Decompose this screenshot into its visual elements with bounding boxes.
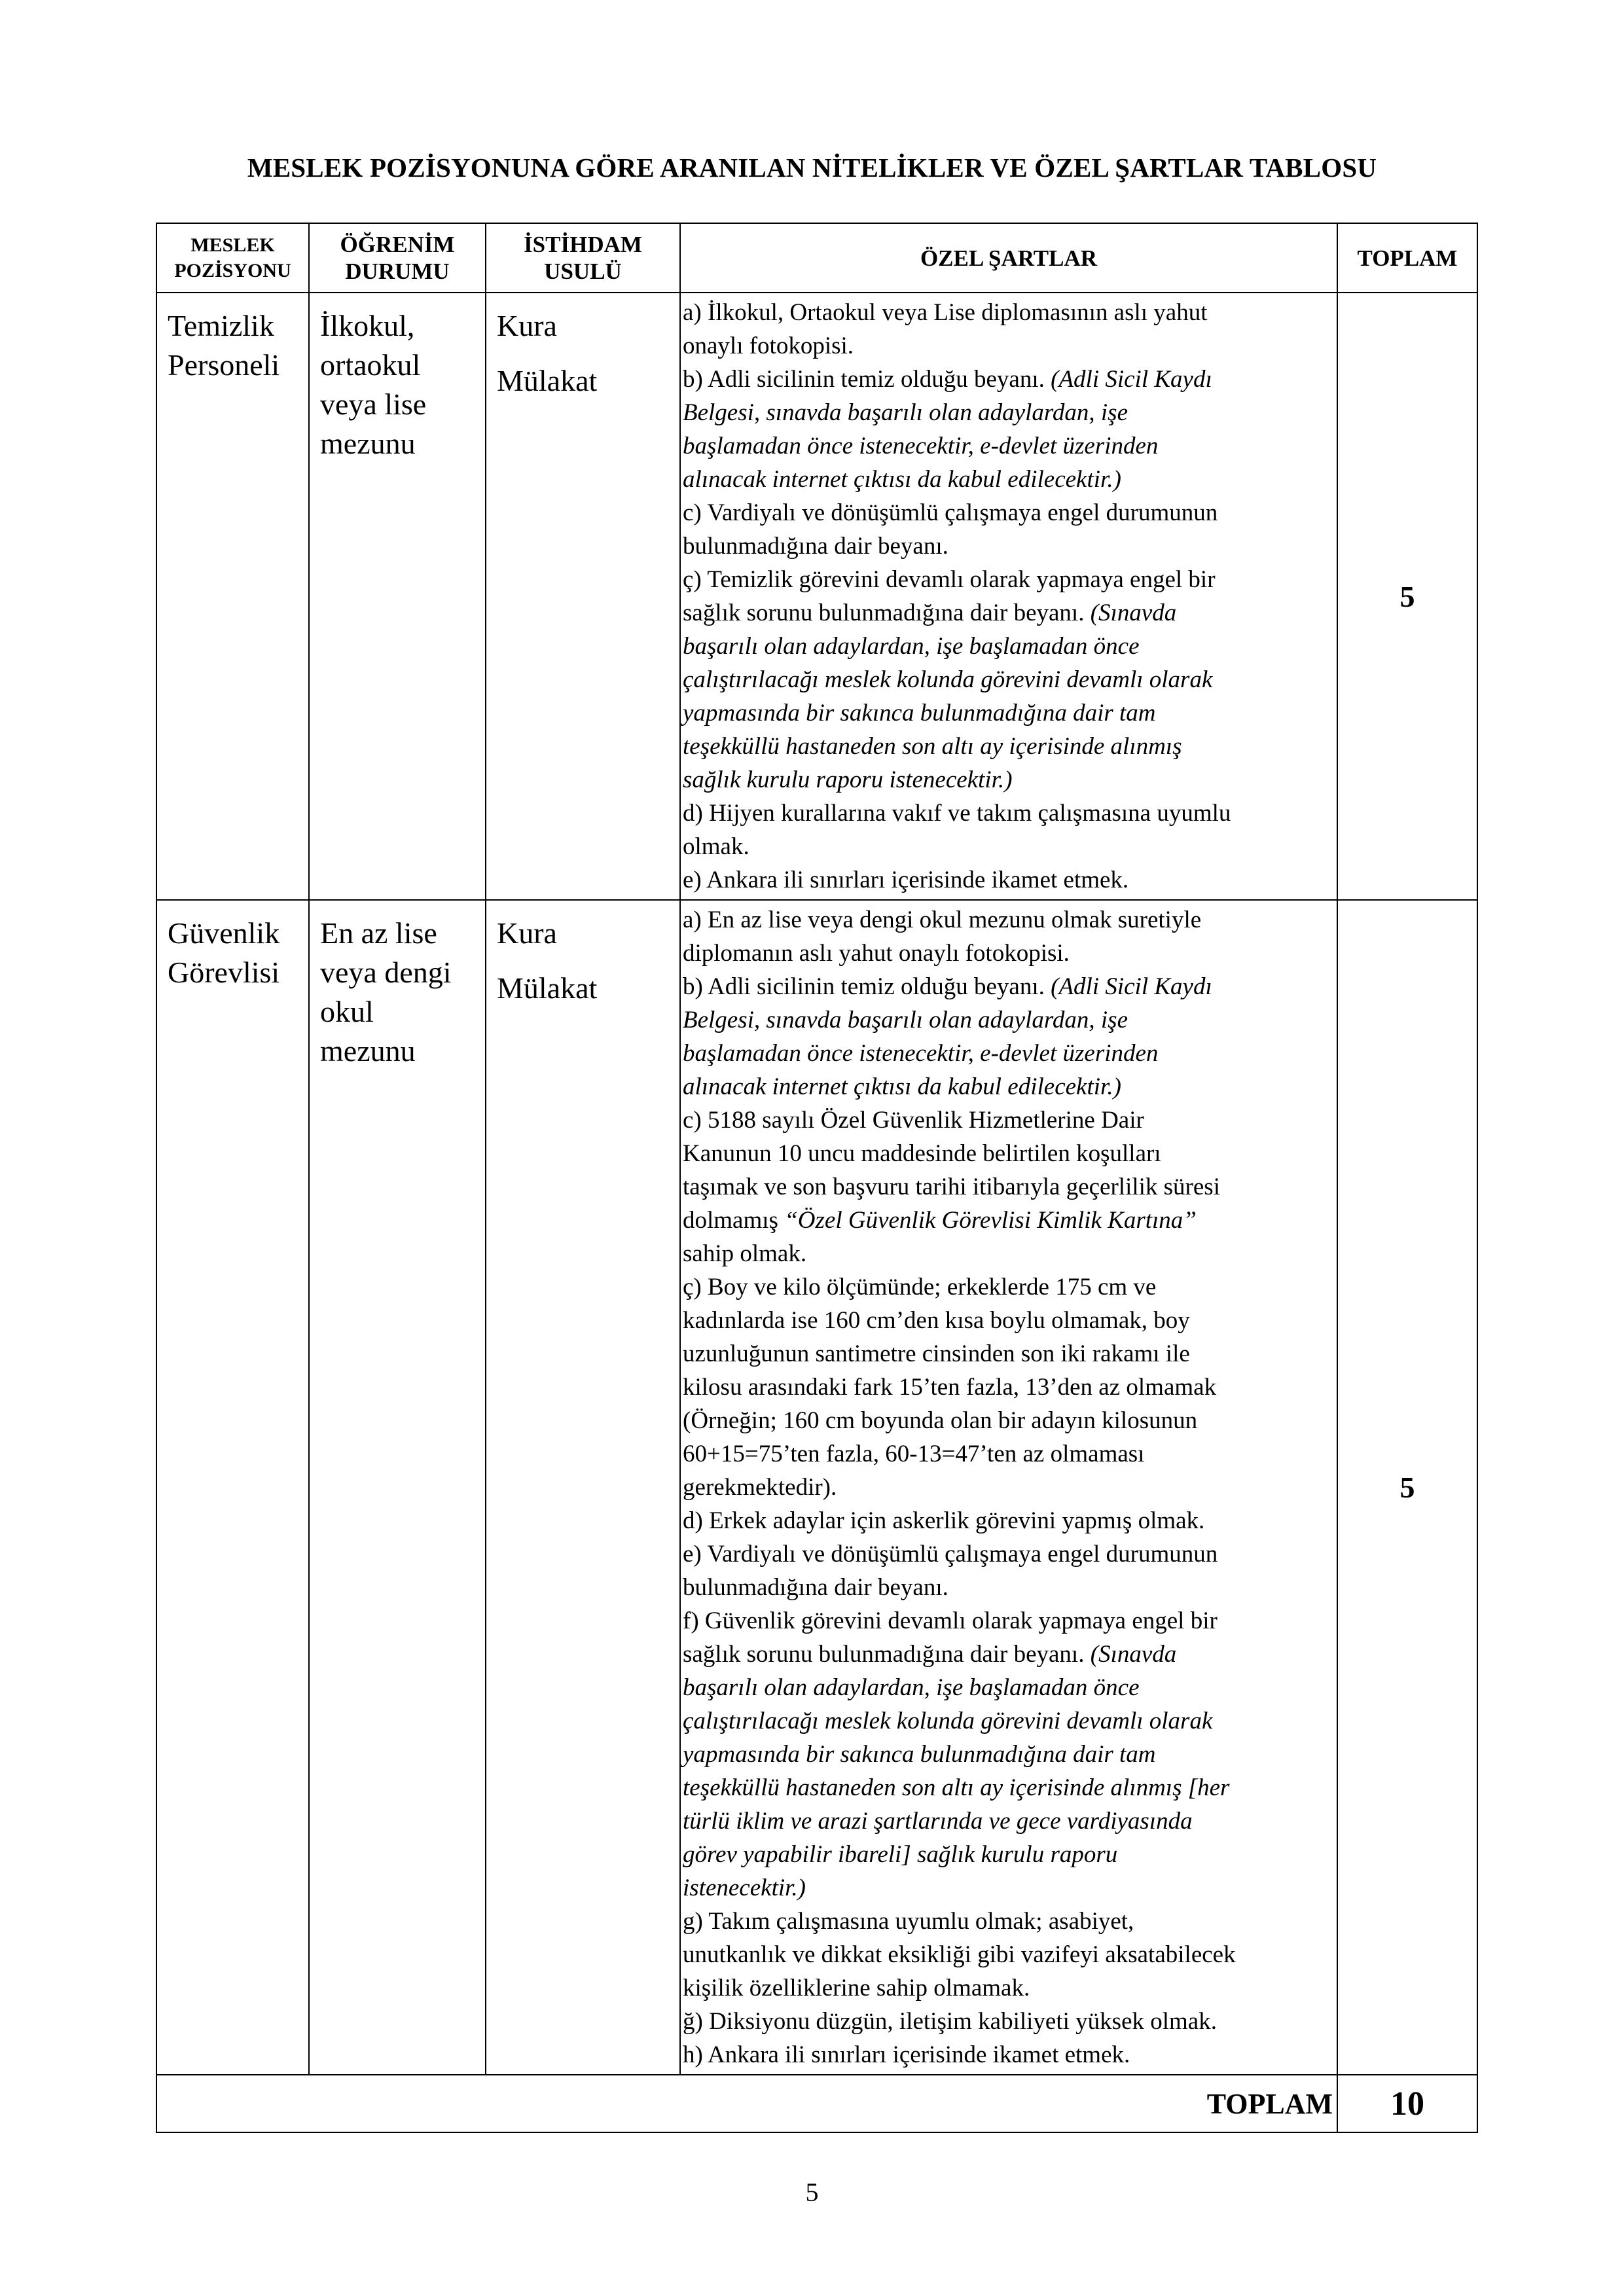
header-istihdam-usulu: İSTİHDAM USULÜ	[486, 223, 680, 293]
requirement-item: b) Adli sicilinin temiz olduğu beyanı. (Adli Sicil Kaydı Belgesi, sınavda başarılı olan adaylardan, işe başlamadan önce istenecektir, e-devlet üzerinden alınacak internet çıktısı da kabul edilecektir.)	[683, 973, 1212, 1100]
requirement-item: b) Adli sicilinin temiz olduğu beyanı. (Adli Sicil Kaydı Belgesi, sınavda başarılı olan adaylardan, işe başlamadan önce istenecektir, e-devlet üzerinden alınacak internet çıktısı da kabul edilecektir.)	[683, 366, 1212, 493]
header-ogrenim-durumu: ÖĞRENİM DURUMU	[309, 223, 486, 293]
header-toplam: TOPLAM	[1337, 223, 1477, 293]
requirement-item: e) Ankara ili sınırları içerisinde ikamet etmek.	[683, 867, 1129, 893]
requirement-item: d) Hijyen kurallarına vakıf ve takım çalışmasına uyumlu olmak.	[683, 800, 1231, 860]
header-ozel-sartlar: ÖZEL ŞARTLAR	[680, 223, 1337, 293]
requirement-item: ç) Boy ve kilo ölçümünde; erkeklerde 175 cm ve kadınlarda ise 160 cm’den kısa boylu olmamak, boy uzunluğunun santimetre cinsinden son iki rakamı ile kilosu arasındaki fark 15’ten fazla, 13’den az olmamak (Örneğin; 160 cm boyunda olan bir adayın kilosunun 60+15=75’ten fazla, 60-13=47’ten az olmaması gerekmektedir).	[683, 1274, 1217, 1501]
count-cell: 5	[1337, 900, 1477, 2075]
requirements-cell	[680, 293, 1337, 900]
method-cell: Kura Mülakat	[486, 900, 680, 2075]
requirement-item: d) Erkek adaylar için askerlik görevini yapmış olmak.	[683, 1507, 1205, 1534]
document-title: MESLEK POZİSYONUNA GÖRE ARANILAN NİTELİKLER VE ÖZEL ŞARTLAR TABLOSU	[247, 152, 1377, 183]
requirement-item: c) 5188 sayılı Özel Güvenlik Hizmetlerine Dair Kanunun 10 uncu maddesinde belirtilen koşulları taşımak ve son başvuru tarihi itibarıyla geçerlilik süresi dolmamış “Özel Güvenlik Görevlisi Kimlik Kartına” sahip olmak.	[683, 1107, 1220, 1267]
total-row	[156, 2075, 1477, 2132]
requirements-cell	[680, 900, 1337, 2075]
count-cell: 5	[1337, 293, 1477, 900]
requirement-item: ç) Temizlik görevini devamlı olarak yapmaya engel bir sağlık sorunu bulunmadığına dair beyanı. (Sınavda başarılı olan adaylardan, işe başlamadan önce çalıştırılacağı meslek kolunda görevini devamlı olarak yapmasında bir sakınca bulunmadığına dair tam teşekküllü hastaneden son altı ay içerisinde alınmış sağlık kurulu raporu istenecektir.)	[683, 566, 1216, 793]
header-meslek-pozisyonu: MESLEK POZİSYONU	[156, 223, 309, 293]
position-cell: Temizlik Personeli	[156, 293, 309, 900]
requirement-item: a) En az lise veya dengi okul mezunu olmak suretiyle diplomanın aslı yahut onaylı fotokopisi.	[683, 906, 1202, 967]
table-row	[156, 900, 1477, 2075]
method-cell: Kura Mülakat	[486, 293, 680, 900]
requirements-table	[156, 223, 1478, 2133]
table-row	[156, 293, 1477, 900]
page-number: 5	[805, 2178, 819, 2207]
education-cell: İlkokul, ortaokul veya lise mezunu	[309, 293, 486, 900]
total-value: 10	[1337, 2075, 1477, 2132]
requirement-item: e) Vardiyalı ve dönüşümlü çalışmaya engel durumunun bulunmadığına dair beyanı.	[683, 1541, 1218, 1601]
requirement-item: g) Takım çalışmasına uyumlu olmak; asabiyet, unutkanlık ve dikkat eksikliği gibi vazifeyi aksatabilecek kişilik özelliklerine sahip olmamak.	[683, 1908, 1236, 2001]
education-cell: En az lise veya dengi okul mezunu	[309, 900, 486, 2075]
total-label: TOPLAM	[156, 2075, 1337, 2132]
table-header-row	[156, 223, 1477, 293]
position-cell: Güvenlik Görevlisi	[156, 900, 309, 2075]
requirement-item: ğ) Diksiyonu düzgün, iletişim kabiliyeti yüksek olmak.	[683, 2008, 1217, 2035]
requirement-item: c) Vardiyalı ve dönüşümlü çalışmaya engel durumunun bulunmadığına dair beyanı.	[683, 499, 1218, 560]
requirement-item: a) İlkokul, Ortaokul veya Lise diplomasının aslı yahut onaylı fotokopisi.	[683, 299, 1208, 359]
requirement-item: h) Ankara ili sınırları içerisinde ikamet etmek.	[683, 2041, 1130, 2068]
requirement-item: f) Güvenlik görevini devamlı olarak yapmaya engel bir sağlık sorunu bulunmadığına dair beyanı. (Sınavda başarılı olan adaylardan, işe başlamadan önce çalıştırılacağı meslek kolunda görevini devamlı olarak yapmasında bir sakınca bulunmadığına dair tam teşekküllü hastaneden son altı ay içerisinde alınmış [her türlü iklim ve arazi şartlarında ve gece vardiyasında görev yapabilir ibareli] sağlık kurulu raporu istenecektir.)	[683, 1607, 1230, 1901]
